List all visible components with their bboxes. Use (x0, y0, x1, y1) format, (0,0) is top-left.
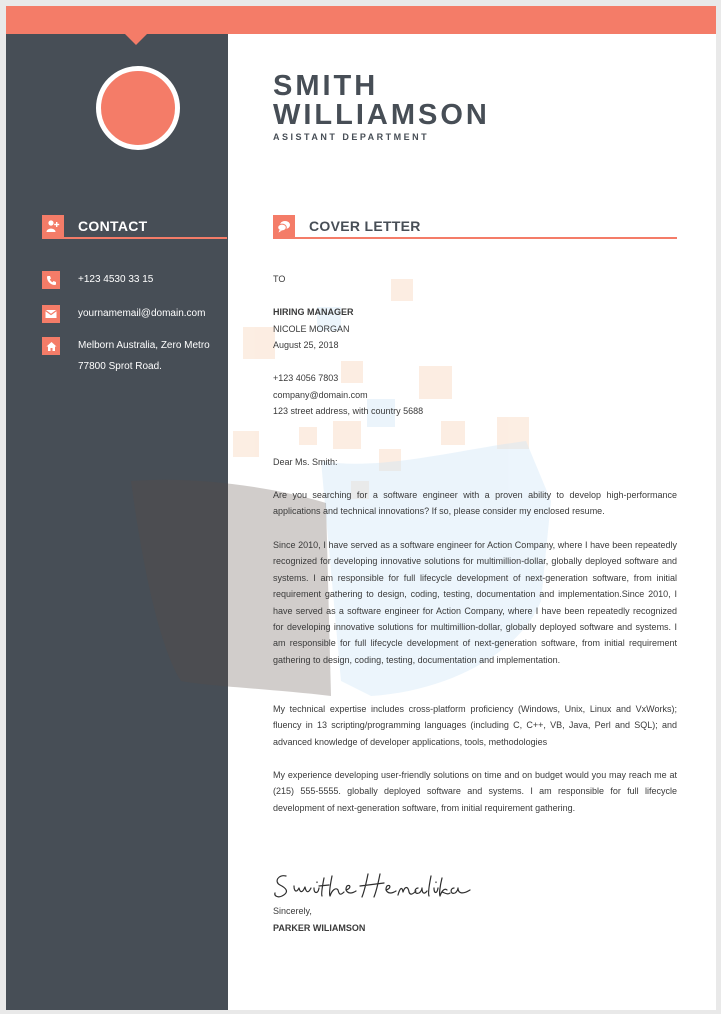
home-icon (42, 337, 60, 355)
contact-address (78, 335, 210, 377)
company-address: 123 street address, with country 5688 (273, 406, 424, 416)
salutation: Dear Ms. Smith: (273, 457, 338, 467)
contact-phone-row (42, 271, 153, 290)
address-line-1: Melborn Australia, Zero Metro (78, 340, 210, 351)
recipient-name: NICOLE MORGAN (273, 323, 350, 334)
mail-icon (42, 305, 60, 323)
add-user-icon (42, 215, 64, 237)
letter-to: TO (273, 274, 286, 284)
cover-letter-page (6, 6, 716, 1010)
paragraph-4: My experience developing user-friendly solutions on time and on budget would you may reach me at (215) 555-5555. globally deployed software and systems. I am responsible for full lifecycle development of next-generation software, from initial requirement gathering. (273, 770, 677, 813)
recipient-block (273, 304, 677, 354)
cover-letter-rule (273, 237, 677, 239)
contact-rule (42, 237, 227, 239)
sidebar (6, 34, 228, 1010)
sidebar-pointer (125, 34, 147, 45)
cover-letter-title: COVER LETTER (309, 218, 421, 234)
paragraph-1: Are you searching for a software engineer with a proven ability to develop high-performance applications and technical innovations? If so, please consider my enclosed resume. (273, 490, 677, 517)
candidate-name (273, 72, 490, 130)
name-last: WILLIAMSON (273, 99, 490, 131)
recipient-role: HIRING MANAGER (273, 307, 354, 317)
company-contact-block (273, 370, 677, 420)
contact-phone: +123 4530 33 15 (78, 274, 154, 285)
signature (272, 868, 472, 902)
paragraph-3: My technical expertise includes cross-platform proficiency (Windows, Unix, Linux and VxWorks); fluency in 13 scripting/programming languages (including C, C++, VB, Java, Perl and SQL); and advanced knowledge of developer applications, tools, methodologies (273, 704, 677, 747)
contact-address-row (42, 337, 210, 377)
name-first: SMITH (273, 70, 379, 102)
cover-letter-heading (273, 215, 421, 237)
top-accent-bar (6, 6, 716, 34)
letter-date: August 25, 2018 (273, 340, 339, 350)
avatar (96, 66, 180, 150)
address-line-2: 77800 Sprot Road. (78, 361, 162, 372)
chat-icon (273, 215, 295, 237)
contact-title: CONTACT (78, 218, 148, 234)
contact-heading (42, 215, 148, 237)
paragraph-2: Since 2010, I have served as a software engineer for Action Company, where I have been repeatedly recognized for developing innovative solutions for multimillion-dollar, globally deployed software and systems. I am responsible for full lifecycle development of next-generation software, from initial requirement gathering to design, coding, testing, documentation and implementation.Since 2010, I have served as a software engineer for Action Company, where I have been repeatedly recognized for developing innovative solutions for multimillion-dollar, globally deployed software and systems. I am responsible for full lifecycle development of next-generation software, from initial requirement gathering to design, coding, testing, documentation and implementation. (273, 540, 677, 665)
phone-icon (42, 271, 60, 289)
company-phone: +123 4056 7803 (273, 373, 339, 383)
contact-email-row (42, 305, 205, 324)
contact-email[interactable]: yournamemail@domain.com (78, 308, 206, 319)
department-title: ASISTANT DEPARTMENT (273, 132, 430, 142)
company-email[interactable]: company@domain.com (273, 389, 368, 400)
signer-name: PARKER WILIAMSON (273, 923, 366, 933)
closing: Sincerely, (273, 906, 312, 916)
